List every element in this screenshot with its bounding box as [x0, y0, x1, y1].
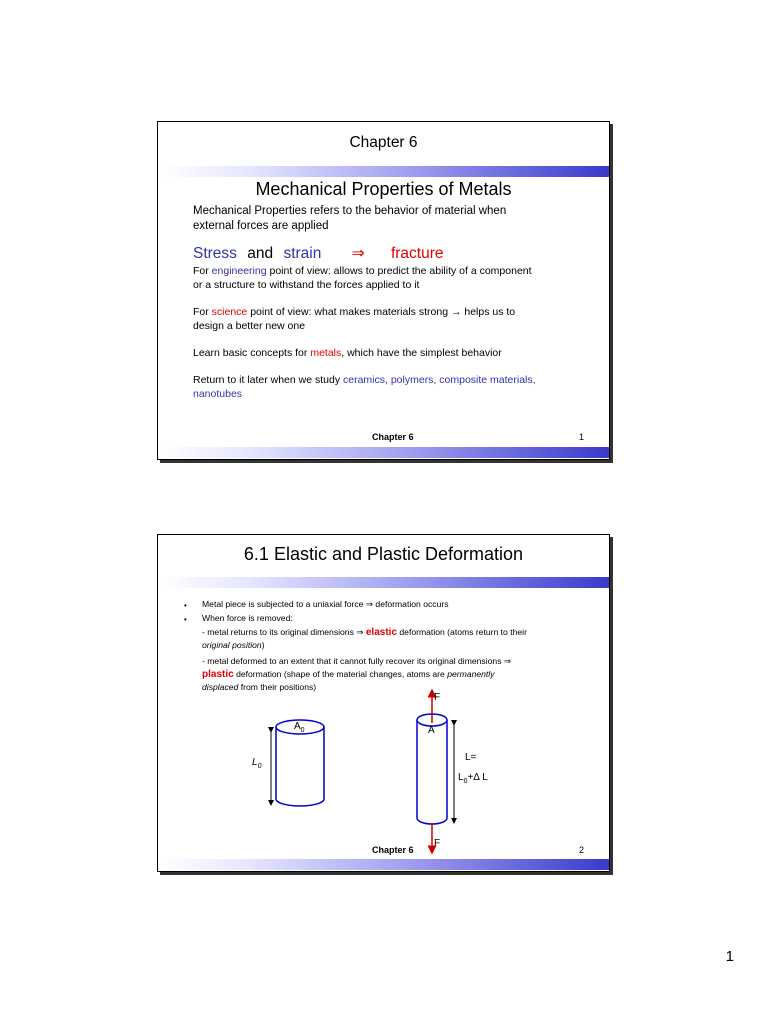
- sub-bullet-2-line-2: [202, 668, 495, 681]
- f-top-label: F: [434, 692, 441, 703]
- stress-strain-line: [193, 244, 444, 263]
- engineering-for: For: [193, 265, 212, 277]
- sub1-close: ): [261, 640, 265, 650]
- learn-line: [193, 347, 502, 359]
- elastic-word: elastic: [365, 627, 398, 638]
- slide-1-footer-bar: [159, 447, 609, 458]
- slide-1-chapter-heading: Chapter 6: [349, 134, 418, 151]
- slide-2-footer-bar: [159, 859, 609, 870]
- science-line-1: [193, 306, 515, 318]
- bullet-2-text: When force is removed:: [202, 613, 293, 623]
- l0-plus-delta-label: $L_0+\Delta$ L: [458, 772, 488, 785]
- slide-2-title: 6.1 Elastic and Plastic Deformation: [243, 544, 524, 564]
- engineering-word: engineering: [211, 265, 267, 277]
- a0-label: $A_0$: [294, 721, 305, 734]
- implies-arrow: ⇒: [351, 245, 365, 262]
- return-pre: Return to it later when we study: [193, 374, 343, 386]
- plastic-word: plastic: [202, 669, 234, 680]
- and-word: and: [247, 245, 274, 262]
- science-rest: point of view: what makes materials strong → helps us to: [247, 306, 516, 318]
- deformation-diagram: [158, 685, 609, 885]
- slide-1-footer-label: Chapter 6: [372, 432, 414, 442]
- sub2-end: from their positions): [238, 682, 317, 692]
- return-materials-list: ceramics, polymers, composite materials,: [343, 374, 536, 386]
- slide-1-footer-number: 1: [579, 432, 585, 442]
- learn-pre: Learn basic concepts for: [193, 347, 311, 359]
- metals-word: metals: [310, 347, 342, 359]
- return-line-2: nanotubes: [193, 388, 243, 400]
- fracture-word: fracture: [390, 245, 444, 262]
- page-number: 1: [725, 948, 734, 965]
- bullet-dot-1: •: [184, 601, 187, 610]
- l-equals-label: L=: [465, 752, 477, 763]
- sub1-post: deformation (atoms return to their: [397, 627, 527, 637]
- science-word: science: [211, 306, 248, 318]
- slide-2-footer-number: 2: [579, 845, 585, 855]
- bullet-1-text: Metal piece is subjected to a uniaxial force ⇒ deformation occurs: [202, 599, 449, 609]
- slide-1-title: Mechanical Properties of Metals: [255, 179, 512, 199]
- slide-2-footer-label: Chapter 6: [372, 845, 414, 855]
- engineering-line-1: [193, 265, 532, 277]
- l0-label: $L_0$: [252, 757, 262, 770]
- sub2-permanently: permanently: [447, 669, 495, 679]
- f-bottom-label: F: [434, 838, 441, 849]
- a-label: A: [428, 725, 435, 736]
- bullet-dot-2: •: [184, 615, 187, 624]
- sub2-displaced: displaced: [202, 682, 239, 692]
- sub-bullet-1-line-1: [202, 626, 527, 639]
- sub1-pre: - metal returns to its original dimensions ⇒: [202, 627, 366, 637]
- sub-bullet-1-line-2: [202, 639, 265, 652]
- sub1-original-position: original position: [202, 640, 262, 650]
- slide-1-intro-line-1: Mechanical Properties refers to the behavior of material when: [193, 205, 507, 217]
- slide-1: [157, 121, 610, 460]
- sub-bullet-2-line-1: - metal deformed to an extent that it cannot fully recover its original dimensions ⇒: [202, 656, 512, 666]
- learn-post: , which have the simplest behavior: [341, 347, 502, 359]
- engineering-line-2: or a structure to withstand the forces applied to it: [193, 279, 420, 291]
- science-for: For: [193, 306, 212, 318]
- slide-2: [157, 534, 610, 872]
- return-line-1: [193, 374, 536, 386]
- strain-word: strain: [283, 245, 322, 262]
- engineering-rest: point of view: allows to predict the ability of a component: [266, 265, 532, 277]
- science-line-2: design a better new one: [193, 320, 306, 332]
- sub2-post: deformation (shape of the material changes, atoms are: [233, 669, 448, 679]
- slide-1-intro-line-2: external forces are applied: [193, 220, 329, 232]
- slide-1-header-bar: [159, 166, 609, 177]
- slide-2-header-bar: [159, 577, 609, 588]
- stress-word: Stress: [193, 245, 237, 262]
